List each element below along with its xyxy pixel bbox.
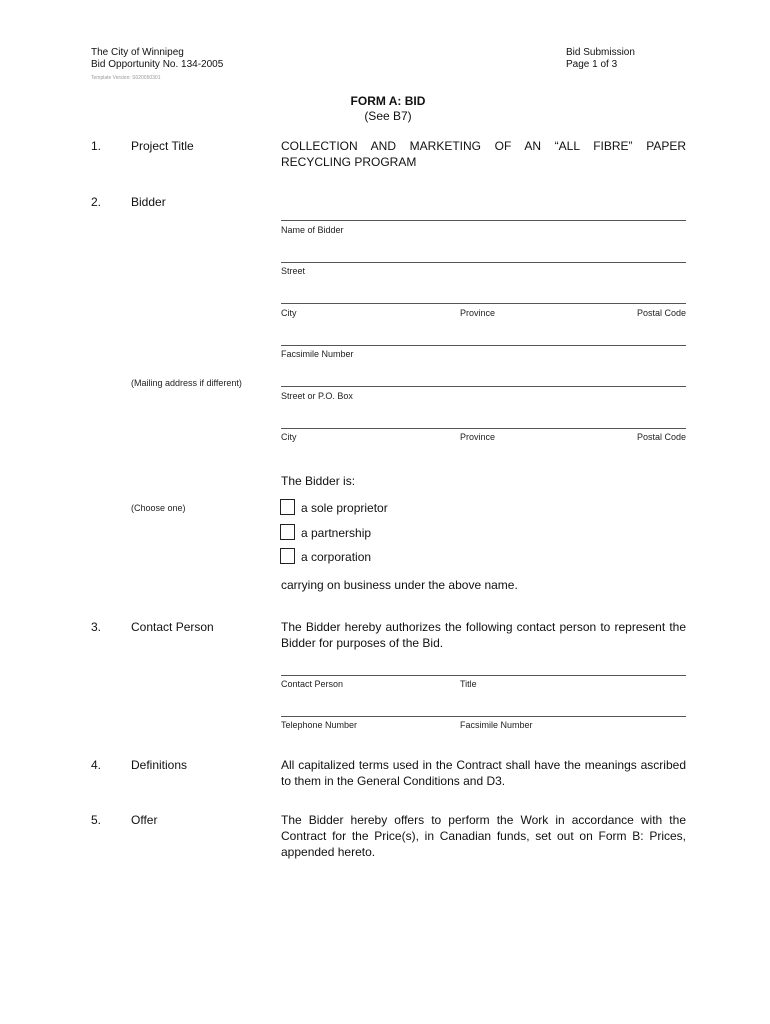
telephone-label: Telephone Number <box>281 720 358 730</box>
name-of-bidder-line[interactable] <box>281 220 686 221</box>
corporation-checkbox[interactable] <box>280 548 295 564</box>
section-4-number: 4. <box>91 758 102 772</box>
form-subtitle: (See B7) <box>364 109 412 123</box>
contact-person-text: The Bidder hereby authorizes the following contact person to represent the Bidder for purposes of the Bid. <box>281 620 686 650</box>
partnership-checkbox[interactable] <box>280 524 295 540</box>
form-title: FORM A: BID <box>350 94 426 108</box>
street-label: Street <box>281 266 306 276</box>
postal-code-label-2: Postal Code <box>636 432 686 442</box>
contact-person-label: Contact Person <box>281 679 344 689</box>
province-label: Province <box>460 308 496 318</box>
city-province-postal-line[interactable] <box>281 303 686 304</box>
contact-title-line[interactable] <box>281 675 686 676</box>
project-title-text: COLLECTION AND MARKETING OF AN “ALL FIBRE” PAPER RECYCLING PROGRAM <box>281 139 686 169</box>
section-4-label: Definitions <box>131 758 188 772</box>
carrying-on-business-text: carrying on business under the above name. <box>281 578 518 592</box>
section-5-label: Offer <box>131 813 158 827</box>
header-city: The City of Winnipeg <box>91 47 184 58</box>
pobox-label: Street or P.O. Box <box>281 391 353 401</box>
header-bid-submission: Bid Submission <box>566 47 635 58</box>
postal-code-label: Postal Code <box>636 308 686 318</box>
section-5-number: 5. <box>91 813 102 827</box>
street-line[interactable] <box>281 262 686 263</box>
section-2-label: Bidder <box>131 195 166 209</box>
choose-one-note: (Choose one) <box>131 503 186 513</box>
corporation-label: a corporation <box>301 550 372 564</box>
telephone-facsimile-line[interactable] <box>281 716 686 717</box>
header-page-number: Page 1 of 3 <box>566 59 618 70</box>
pobox-line[interactable] <box>281 386 686 387</box>
section-1-number: 1. <box>91 139 102 153</box>
city-label: City <box>281 308 297 318</box>
section-3-number: 3. <box>91 620 102 634</box>
header-template-version: Template Version: S020050301 <box>91 75 161 81</box>
sole-proprietor-label: a sole proprietor <box>301 501 388 515</box>
city-province-postal-line-2[interactable] <box>281 428 686 429</box>
city-label-2: City <box>281 432 297 442</box>
section-2-number: 2. <box>91 195 102 209</box>
contact-facsimile-label: Facsimile Number <box>460 720 533 730</box>
facsimile-label: Facsimile Number <box>281 349 354 359</box>
header-bid-opportunity: Bid Opportunity No. 134-2005 <box>91 59 224 70</box>
sole-proprietor-checkbox[interactable] <box>280 499 295 515</box>
offer-text: The Bidder hereby offers to perform the Work in accordance with the Contract for the Price(s), in Canadian funds, set out on Form B: Prices, appended hereto. <box>281 813 686 859</box>
bidder-is-text: The Bidder is: <box>281 474 356 488</box>
definitions-text: All capitalized terms used in the Contract shall have the meanings ascribed to them in the General Conditions and D3. <box>281 758 686 788</box>
section-1-label: Project Title <box>131 139 194 153</box>
partnership-label: a partnership <box>301 526 372 540</box>
facsimile-line[interactable] <box>281 345 686 346</box>
contact-title-label: Title <box>460 679 477 689</box>
section-3-label: Contact Person <box>131 620 214 634</box>
province-label-2: Province <box>460 432 496 442</box>
name-of-bidder-label: Name of Bidder <box>281 225 344 235</box>
mailing-address-note: (Mailing address if different) <box>131 378 242 388</box>
